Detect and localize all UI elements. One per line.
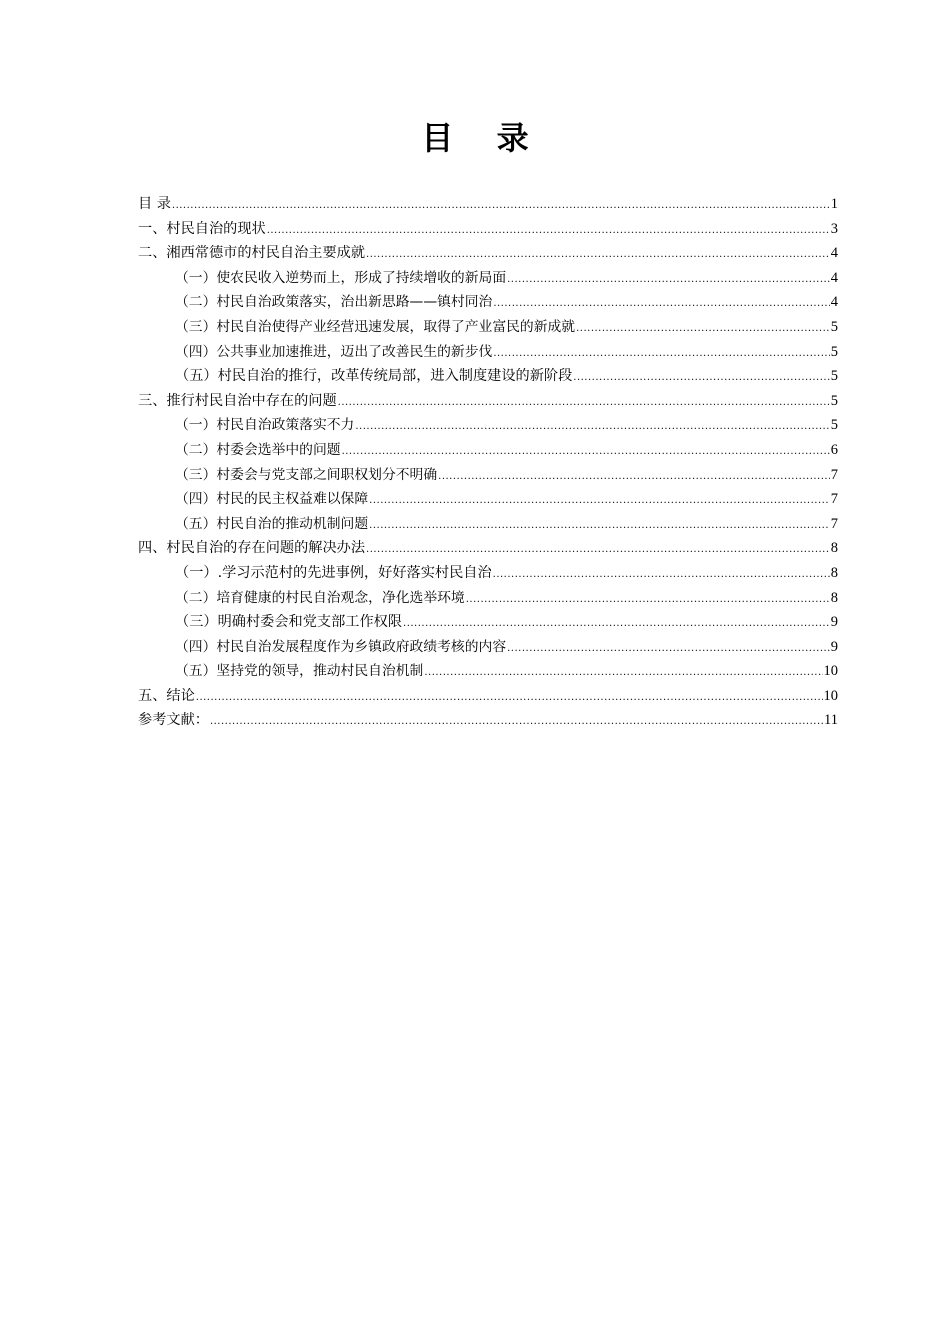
toc-entry[interactable]	[138, 192, 838, 217]
toc-entry-label: （二）村民自治政策落实，治出新思路——镇村同治	[175, 294, 493, 311]
toc-entry-label: 目 录	[138, 196, 171, 212]
toc-dot-leader	[369, 489, 830, 514]
toc-dot-leader	[196, 686, 823, 711]
toc-dot-leader	[342, 440, 830, 465]
toc-dot-leader	[438, 465, 830, 490]
toc-dot-leader	[267, 219, 830, 244]
toc-entry-label: 二、湘西常德市的村民自治主要成就	[138, 245, 366, 262]
toc-dot-leader	[338, 391, 830, 416]
toc-page-number: 3	[830, 220, 838, 237]
toc-page-number: 10	[823, 687, 838, 704]
toc-page-number: 9	[830, 614, 838, 631]
toc-page-number: 11	[824, 712, 838, 729]
toc-page-number: 7	[830, 466, 838, 483]
toc-entry-label: （三）村民自治使得产业经营迅速发展，取得了产业富民的新成就	[175, 318, 576, 335]
toc-dot-leader	[493, 292, 829, 317]
toc-entry-label: （四）公共事业加速推进，迈出了改善民生的新步伐	[175, 343, 493, 360]
toc-page-number: 5	[830, 318, 838, 335]
toc-entry[interactable]	[138, 536, 838, 561]
toc-entry[interactable]	[138, 512, 838, 537]
toc-dot-leader	[493, 342, 829, 367]
toc-page-number: 10	[823, 663, 838, 680]
toc-page-number: 5	[830, 368, 838, 385]
toc-entry-label: （二）培育健康的村民自治观念，净化选举环境	[175, 589, 465, 606]
toc-entry-label: （三）明确村委会和党支部工作权限	[175, 614, 403, 631]
toc-entry-label: （五）村民自治的推动机制问题	[175, 515, 369, 532]
toc-page-number: 4	[830, 245, 838, 262]
toc-entry[interactable]	[138, 684, 838, 709]
toc-entry[interactable]	[138, 217, 838, 242]
toc-dot-leader	[424, 661, 822, 686]
toc-entry[interactable]	[138, 413, 838, 438]
table-of-contents	[138, 192, 838, 733]
toc-dot-leader	[366, 243, 830, 268]
toc-entry[interactable]	[138, 266, 838, 291]
toc-entry[interactable]	[138, 241, 838, 266]
toc-dot-leader	[507, 637, 830, 662]
toc-entry[interactable]	[138, 364, 838, 389]
toc-dot-leader	[493, 563, 830, 588]
toc-page-number: 5	[830, 392, 838, 409]
toc-entry[interactable]	[138, 389, 838, 414]
toc-entry-label: （三）村委会与党支部之间职权划分不明确	[175, 466, 438, 483]
toc-page-number: 8	[830, 589, 838, 606]
toc-page-number: 4	[830, 269, 838, 286]
toc-page-number: 7	[830, 491, 838, 508]
toc-entry-label: （一）使农民收入逆势而上，形成了持续增收的新局面	[175, 269, 507, 286]
toc-page-number: 8	[830, 540, 838, 557]
toc-dot-leader	[573, 366, 829, 391]
toc-dot-leader	[355, 415, 829, 440]
toc-entry-label: （四）村民的民主权益难以保障	[175, 491, 369, 508]
toc-entry-label: （五）村民自治的推行，改革传统局部，进入制度建设的新阶段	[175, 368, 573, 385]
toc-entry-label: 三、推行村民自治中存在的问题	[138, 392, 337, 409]
toc-entry-label: 一、村民自治的现状	[138, 220, 266, 237]
toc-page-number: 6	[830, 441, 838, 458]
toc-entry[interactable]	[138, 659, 838, 684]
toc-entry-label: 五、结论	[138, 687, 195, 704]
toc-dot-leader	[366, 538, 830, 563]
toc-page-number: 5	[830, 343, 838, 360]
toc-entry[interactable]	[138, 708, 838, 733]
page-title: 目 录	[421, 119, 545, 157]
toc-dot-leader	[403, 612, 830, 637]
toc-dot-leader	[210, 710, 823, 735]
toc-entry[interactable]	[138, 290, 838, 315]
toc-entry-label: 参考文献：	[138, 712, 209, 729]
toc-dot-leader	[172, 194, 830, 219]
toc-page-number: 9	[830, 638, 838, 655]
toc-entry[interactable]	[138, 340, 838, 365]
toc-entry[interactable]	[138, 487, 838, 512]
toc-entry[interactable]	[138, 463, 838, 488]
toc-entry[interactable]	[138, 315, 838, 340]
toc-entry-label: （一）.学习示范村的先进事例，好好落实村民自治	[175, 564, 492, 581]
toc-page-number: 4	[830, 294, 838, 311]
toc-page-number: 8	[830, 564, 838, 581]
toc-page-number: 7	[830, 515, 838, 532]
toc-entry-label: （一）村民自治政策落实不力	[175, 417, 355, 434]
toc-dot-leader	[466, 588, 830, 613]
toc-dot-leader	[576, 317, 830, 342]
toc-entry-label: （五）坚持党的领导，推动村民自治机制	[175, 663, 424, 680]
toc-entry-label: （四）村民自治发展程度作为乡镇政府政绩考核的内容	[175, 638, 507, 655]
toc-entry[interactable]	[138, 610, 838, 635]
toc-entry-label: （二）村委会选举中的问题	[175, 441, 341, 458]
toc-dot-leader	[507, 268, 830, 293]
toc-dot-leader	[369, 514, 830, 539]
toc-page-number: 5	[830, 417, 838, 434]
toc-entry[interactable]	[138, 561, 838, 586]
toc-entry-label: 四、村民自治的存在问题的解决办法	[138, 540, 366, 557]
toc-page-number: 1	[830, 196, 838, 212]
toc-entry[interactable]	[138, 586, 838, 611]
toc-entry[interactable]	[138, 635, 838, 660]
toc-entry[interactable]	[138, 438, 838, 463]
